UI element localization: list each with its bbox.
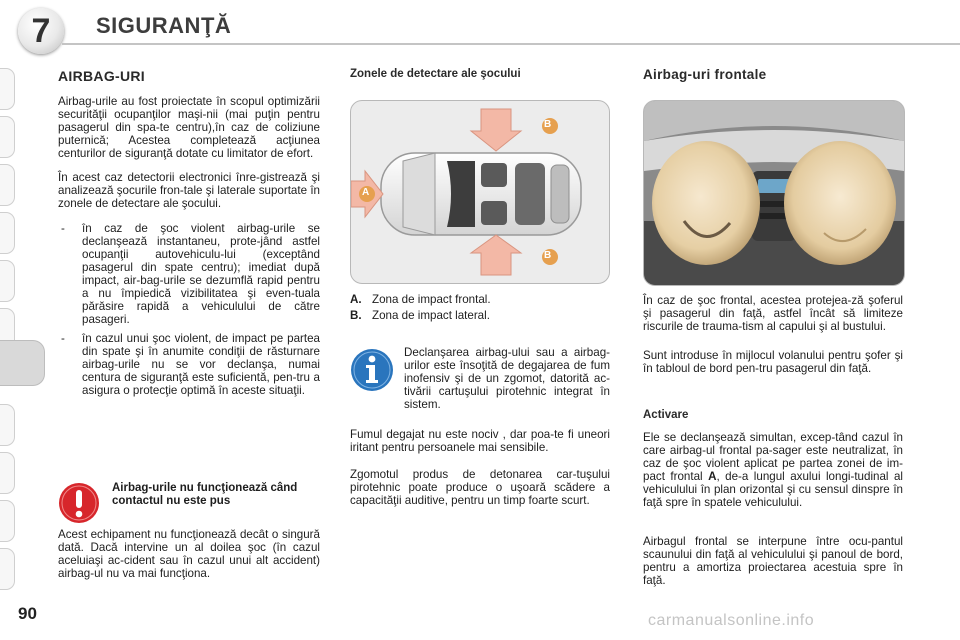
warning-title: Airbag-urile nu funcţionează când contactul nu este pus (112, 482, 298, 507)
airbag-interposition-paragraph: Airbagul frontal se interpune între ocu-pantul scaunului din faţă al vehiculului şi panoul de bord, pentru a amortiza proiectarea acestuia spre în faţă. (643, 535, 903, 587)
page-number: 90 (18, 604, 37, 623)
activation-subtitle: Activare (643, 409, 689, 421)
info-text: Declanşarea airbag-ului sau a airbag-urilor este însoţită de degajarea de fum inofensiv şi de un zgomot, datorită ac-tivării cartuşului pirotehnic integrat în sistem. (404, 346, 610, 411)
warning-icon (58, 482, 100, 524)
legend-item: A. Zona de impact frontal. (350, 293, 491, 306)
detectors-paragraph: În acest caz detectorii electronici înre-gistrează şi analizează şocurile fron-tale şi laterale suportate în zonele de detectare ale şocului. (58, 171, 320, 210)
smoke-paragraph: Fumul degajat nu este nociv , dar poa-te fi uneori iritant pentru persoanele mai sensibile. (350, 428, 610, 454)
watermark: carmanualsonline.info (648, 612, 815, 629)
warning-text: Acest echipament nu funcţionează decât o singură dată. Dacă intervine un al doilea şoc (în cazul aceluiaşi ac-cident sau în cazul unui alt accident) airbag-ul nu va mai funcţiona. (58, 528, 320, 580)
impact-zones-diagram (350, 100, 610, 284)
chapter-tab-8[interactable] (0, 404, 15, 446)
chapter-tab-5[interactable] (0, 260, 15, 302)
info-icon (350, 348, 394, 392)
chapter-title: SIGURANŢĂ (96, 13, 232, 38)
chapter-tab-10[interactable] (0, 500, 15, 542)
zone-label-b-bottom: B (544, 250, 552, 261)
zone-label-b-top: B (544, 119, 552, 130)
noise-paragraph: Zgomotul produs de detonarea car-tuşului pirotehnic poate produce o uşoară scădere a capacităţii auditive, pentru un timp foarte scurt. (350, 468, 610, 507)
frontal-airbags-photo (643, 100, 905, 286)
chapter-tab-3[interactable] (0, 164, 15, 206)
list-item: - în caz de şoc violent airbag-urile se declanşează instantaneu, prote-jând astfel ocupanţii autovehiculu-lui (exceptând pasagerul din spate centru); imediat după impact, air-bag-urile se dezumflă rapid pentru a nu împiedică vizibilitatea şi even-tuala părăsire rapidă a vehiculului de către pasageri. (58, 222, 320, 326)
info-paragraph-lead (404, 346, 610, 411)
zones-legend (350, 292, 608, 324)
chapter-tab-11[interactable] (0, 548, 15, 590)
airbags-intro-paragraph: Airbag-urile au fost proiectate în scopul optimizării securităţii ocupanţilor maşi-nii (mai puţin pentru pasagerul din spa-te centru),în caz de coliziune puternică; Acestea completează acţiunea centurilor de siguranţă dotate cu limitator de efort. (58, 95, 320, 160)
chapter-tab-9[interactable] (0, 452, 15, 494)
chapter-tab-1[interactable] (0, 68, 15, 110)
chapter-number-badge: 7 (18, 8, 64, 54)
frontal-airbags-title: Airbag-uri frontale (643, 67, 767, 82)
deployment-list (58, 216, 320, 397)
frontal-location-paragraph: Sunt introduse în mijlocul volanului pentru şofer şi în tabloul de bord pen-tru pasagerul din faţă. (643, 349, 903, 375)
zone-label-a: A (362, 187, 370, 198)
chapter-tab-4[interactable] (0, 212, 15, 254)
legend-item: B. Zona de impact lateral. (350, 309, 490, 322)
section-title-airbags: AIRBAG-URI (58, 68, 145, 84)
activation-paragraph: Ele se declanşează simultan, excep-tând cazul în care airbag-ul frontal pa-sager este neutralizat, în caz de şoc violent aplicat pe partea zonei de im-pact frontal A, de-a lungul axului longi-tudinal al vehiculului în plan orizontal şi cu sensul dinspre în faţă spre în spatele vehiculului. (643, 431, 903, 509)
chapter-tab-2[interactable] (0, 116, 15, 158)
detection-zones-title: Zonele de detectare ale şocului (350, 68, 521, 80)
list-item: - în cazul unui şoc violent, de impact pe partea din spate şi în anumite condiţii de răsturnare airbag-urile nu se vor declanşa, numai centura de siguranţă este suficientă, pen-tru a asigura o protecţie optimă în aceste situaţii. (58, 332, 320, 397)
chapter-tab-7-active[interactable] (0, 340, 45, 386)
header-divider (62, 43, 960, 45)
frontal-protection-paragraph: În caz de şoc frontal, acestea protejea-ză şoferul şi pasagerul din faţă, astfel încât să limiteze riscurile de trauma-tism al capului şi al bustului. (643, 294, 903, 333)
